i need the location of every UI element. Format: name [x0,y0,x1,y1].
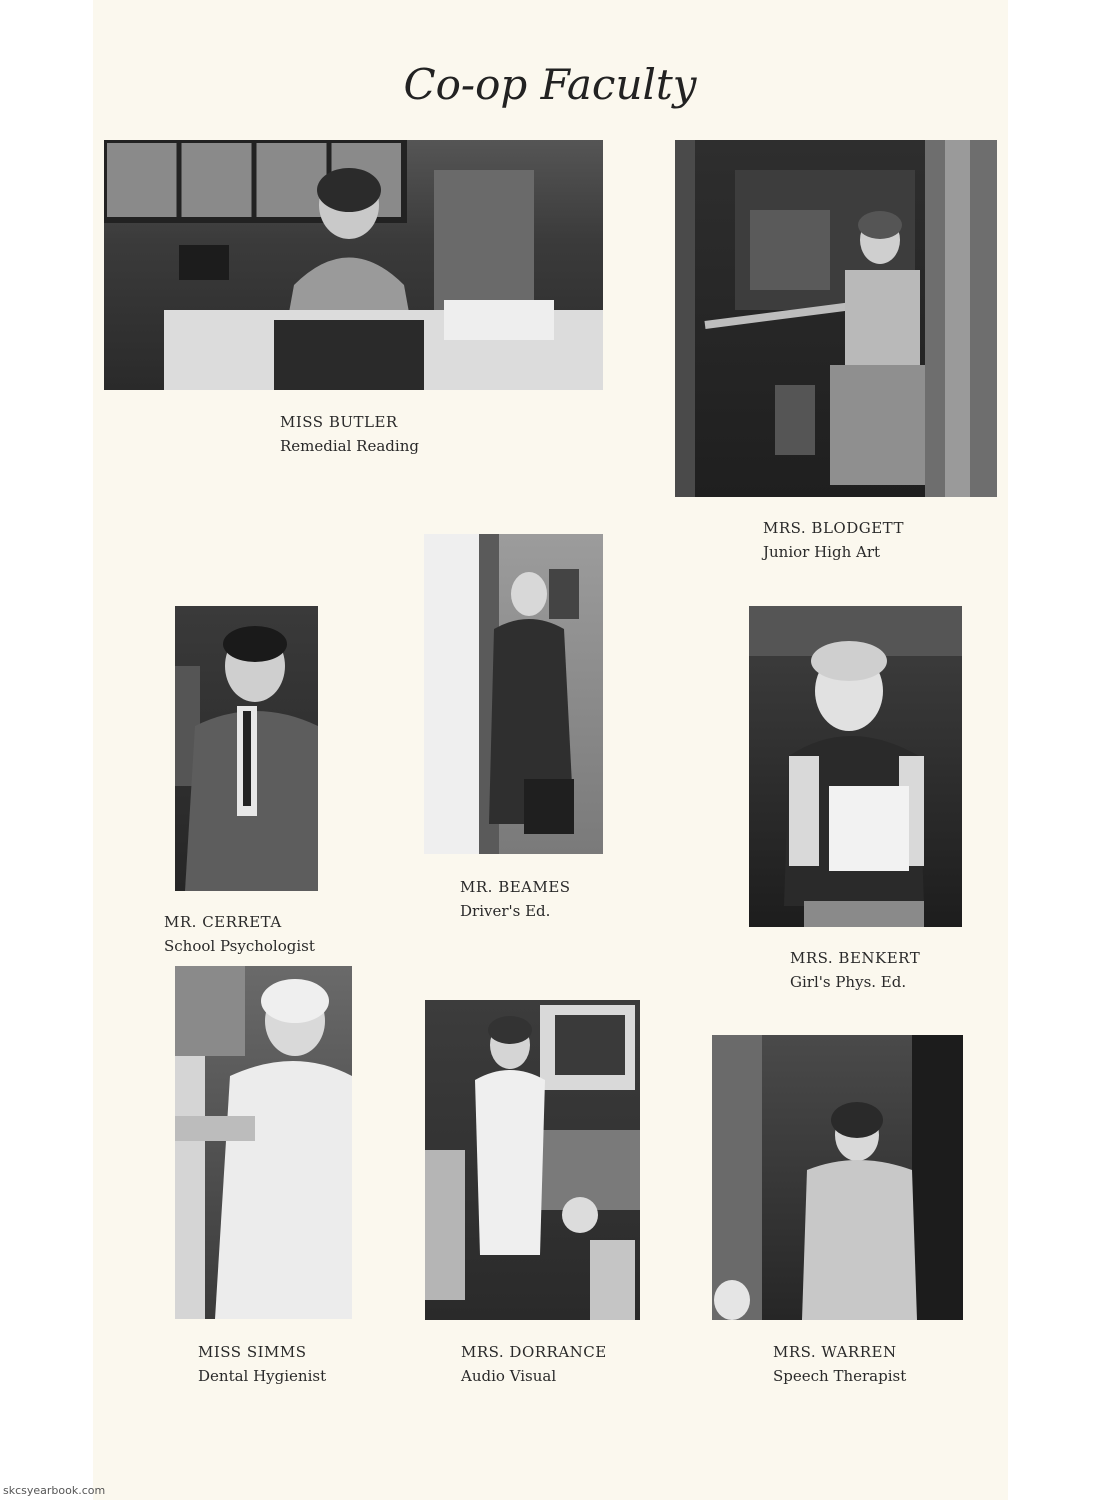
faculty-caption-butler [280,410,419,458]
faculty-photo-cerreta [175,606,318,891]
faculty-caption-warren [773,1340,906,1388]
faculty-name: MISS SIMMS [198,1343,307,1361]
faculty-photo-beames [424,534,603,854]
faculty-caption-cerreta [164,910,315,958]
faculty-photo-benkert [749,606,962,927]
faculty-role: Girl's Phys. Ed. [790,973,907,991]
faculty-role: School Psychologist [164,937,315,955]
faculty-caption-blodgett [763,516,904,564]
faculty-role: Dental Hygienist [198,1367,327,1385]
faculty-photo-warren [712,1035,963,1320]
faculty-name: MR. CERRETA [164,913,282,931]
faculty-name: MRS. BLODGETT [763,519,904,537]
faculty-photo-blodgett [675,140,997,497]
faculty-photo-simms [175,966,352,1319]
faculty-caption-simms [198,1340,326,1388]
faculty-name: MR. BEAMES [460,878,571,896]
faculty-name: MISS BUTLER [280,413,398,431]
faculty-name: MRS. WARREN [773,1343,897,1361]
faculty-caption-beames [460,875,571,923]
faculty-role: Speech Therapist [773,1367,907,1385]
faculty-caption-benkert [790,946,920,994]
faculty-role: Driver's Ed. [460,902,551,920]
faculty-caption-dorrance [461,1340,607,1388]
faculty-photo-dorrance [425,1000,640,1320]
faculty-photo-butler [104,140,603,390]
source-watermark: skcsyearbook.com [3,1484,106,1497]
faculty-role: Remedial Reading [280,437,419,455]
faculty-name: MRS. BENKERT [790,949,921,967]
page-title: Co-op Faculty [403,60,697,109]
faculty-role: Junior High Art [763,543,881,561]
faculty-name: MRS. DORRANCE [461,1343,607,1361]
faculty-role: Audio Visual [461,1367,557,1385]
